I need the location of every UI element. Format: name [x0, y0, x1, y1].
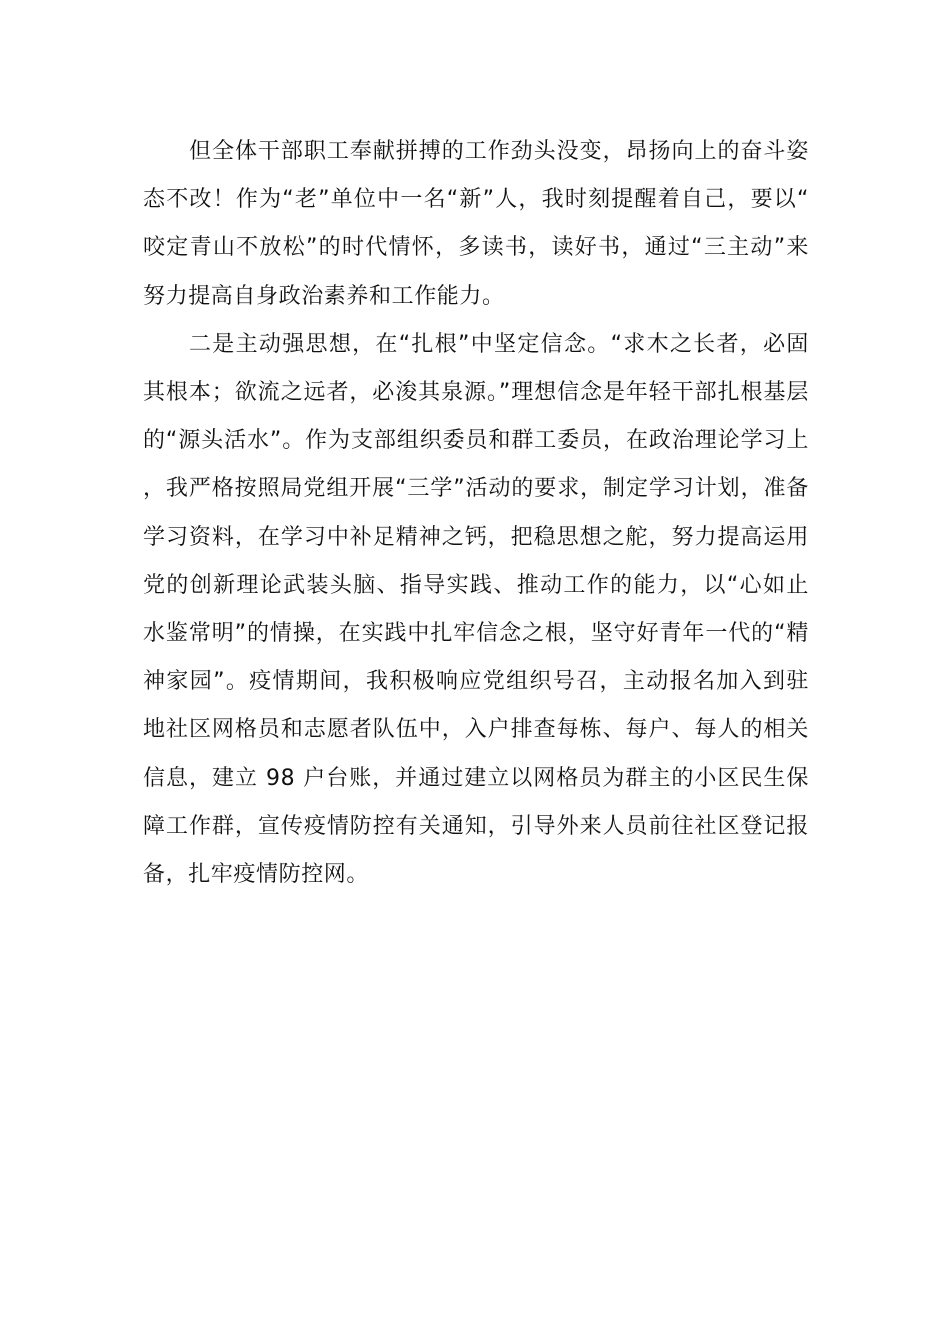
body-paragraph-1: 但全体干部职工奉献拼搏的工作劲头没变，昂扬向上的奋斗姿态不改！作为“老”单位中一名“新”人，我时刻提醒着自己，要以“咬定青山不放松”的时代情怀，多读书，读好书，通过“三主动”来努力提高自身政治素养和工作能力。 — [143, 139, 809, 309]
body-paragraph-2: 二是主动强思想，在“扎根”中坚定信念。“求木之长者，必固其根本；欲流之远者，必浚其泉源。”理想信念是年轻干部扎根基层的“源头活水”。作为支部组织委员和群工委员，在政治理论学习上，我严格按照局党组开展“三学”活动的要求，制定学习计划，准备学习资料，在学习中补足精神之钙，把稳思想之舵，努力提高运用党的创新理论武装头脑、指导实践、推动工作的能力，以“心如止水鉴常明”的情操，在实践中扎牢信念之根，坚守好青年一代的“精神家园”。疫情期间，我积极响应党组织号召，主动报名加入到驻地社区网格员和志愿者队伍中，入户排查每栋、每户、每人的相关信息，建立 98 户台账，并通过建立以网格员为群主的小区民生保障工作群，宣传疫情防控有关通知，引导外来人员前往社区登记报备，扎牢疫情防控网。 — [143, 331, 809, 888]
document-body — [143, 128, 809, 899]
